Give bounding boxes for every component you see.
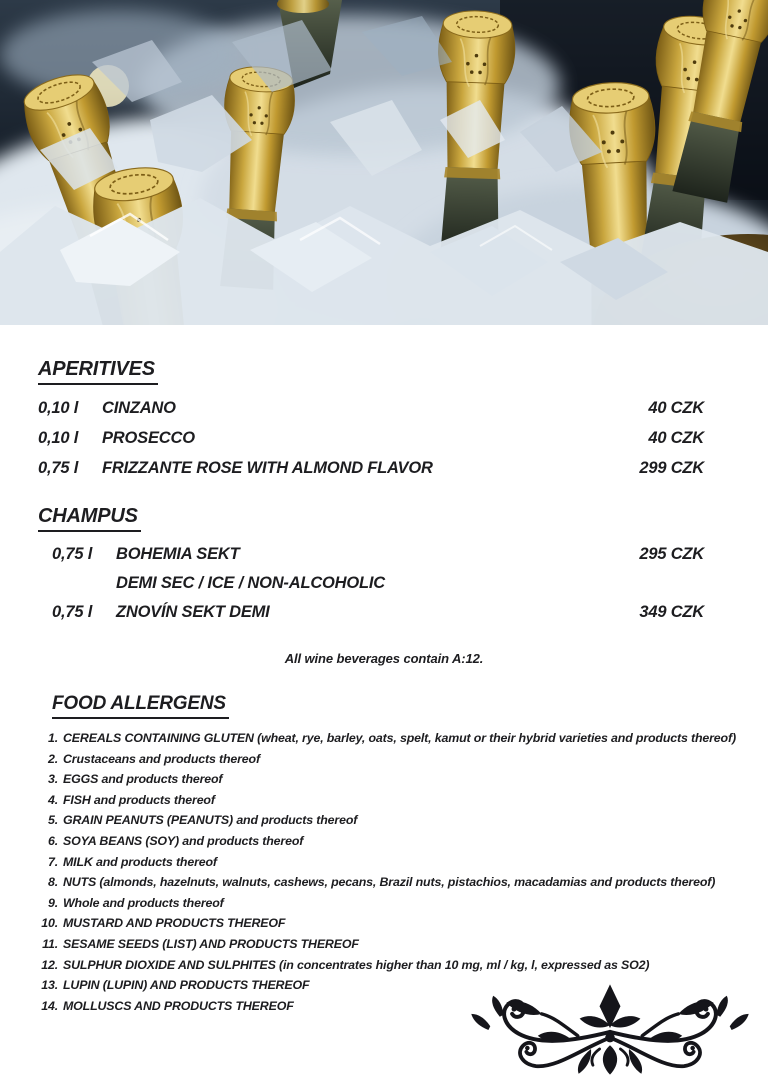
allergen-number: 4. xyxy=(47,792,58,807)
item-price: 40 CZK xyxy=(648,399,704,417)
allergen-item xyxy=(0,872,768,893)
allergen-number: 12. xyxy=(41,957,58,972)
allergen-item xyxy=(0,955,768,976)
allergen-item xyxy=(0,913,768,934)
allergen-number: 13. xyxy=(41,978,58,993)
allergen-text: MUSTARD AND PRODUCTS THEREOF xyxy=(63,916,286,931)
allergen-text: Crustaceans and products thereof xyxy=(63,751,260,766)
allergen-number: 5. xyxy=(47,813,58,828)
allergen-item xyxy=(0,810,768,831)
allergen-item xyxy=(0,749,768,770)
section-title-aperitives: APERITIVES xyxy=(38,358,158,385)
item-price: 295 CZK xyxy=(639,545,704,563)
allergen-text: FISH and products thereof xyxy=(63,792,215,807)
item-volume: 0,10 l xyxy=(38,399,79,417)
allergen-text: SOYA BEANS (SOY) and products thereof xyxy=(63,833,304,848)
menu-item-row xyxy=(0,598,768,627)
allergen-number: 8. xyxy=(47,875,58,890)
allergen-text: GRAIN PEANUTS (PEANUTS) and products thereof xyxy=(63,813,358,828)
allergen-item xyxy=(0,831,768,852)
menu-item-row xyxy=(0,569,768,598)
section-title-champus: CHAMPUS xyxy=(38,505,141,532)
allergen-item xyxy=(0,728,768,749)
section-aperitives xyxy=(38,358,768,385)
allergen-number: 7. xyxy=(47,854,58,869)
champagne-on-ice-photo xyxy=(0,0,768,325)
menu-item-row xyxy=(0,540,768,569)
allergen-text: MOLLUSCS AND PRODUCTS THEREOF xyxy=(63,998,294,1013)
item-price: 40 CZK xyxy=(648,429,704,447)
allergen-text: SULPHUR DIOXIDE AND SULPHITES (in concentrates higher than 10 mg, ml / kg, l, expressed as SO2) xyxy=(63,957,650,972)
allergen-text: Whole and products thereof xyxy=(63,895,224,910)
allergen-number: 3. xyxy=(47,772,58,787)
item-volume: 0,75 l xyxy=(52,545,93,563)
allergen-text: LUPIN (LUPIN) AND PRODUCTS THEREOF xyxy=(63,978,310,993)
scroll-ornament xyxy=(458,982,762,1078)
allergen-number: 1. xyxy=(47,731,58,745)
allergen-text: EGGS and products thereof xyxy=(63,772,223,787)
item-name: DEMI SEC / ICE / NON-ALCOHOLIC xyxy=(116,574,386,592)
item-name: PROSECCO xyxy=(102,429,195,447)
allergen-number: 2. xyxy=(47,751,58,766)
aperitives-items xyxy=(0,393,768,483)
allergen-number: 11. xyxy=(42,936,58,951)
allergens-list xyxy=(0,728,768,1016)
allergen-item xyxy=(0,769,768,790)
section-title-allergens: FOOD ALLERGENS xyxy=(52,693,229,719)
section-allergens xyxy=(52,693,768,719)
menu-item-row xyxy=(0,453,768,483)
section-champus xyxy=(38,505,768,532)
allergen-item xyxy=(0,790,768,811)
wine-note: All wine beverages contain A:12. xyxy=(284,651,484,666)
allergen-text: SESAME SEEDS (LIST) AND PRODUCTS THEREOF xyxy=(63,936,359,951)
allergen-number: 6. xyxy=(47,833,58,848)
allergen-text: NUTS (almonds, hazelnuts, walnuts, cashews, pecans, Brazil nuts, pistachios, macadamias and products thereof) xyxy=(63,875,716,890)
allergen-item xyxy=(0,852,768,873)
champagne-photo-svg xyxy=(0,0,768,325)
item-price: 349 CZK xyxy=(639,603,704,621)
allergen-text: CEREALS CONTAINING GLUTEN (wheat, rye, barley, oats, spelt, kamut or their hybrid varieties and products thereof) xyxy=(63,731,736,745)
item-name: FRIZZANTE ROSE WITH ALMOND FLAVOR xyxy=(102,459,433,477)
item-name: ZNOVÍN SEKT DEMI xyxy=(116,603,270,621)
item-name: CINZANO xyxy=(102,399,176,417)
champus-items xyxy=(0,540,768,627)
allergen-item xyxy=(0,893,768,914)
item-name: BOHEMIA SEKT xyxy=(116,545,240,563)
item-volume: 0,75 l xyxy=(52,603,93,621)
menu-item-row xyxy=(0,423,768,453)
allergen-item xyxy=(0,934,768,955)
allergen-number: 10. xyxy=(41,916,58,931)
allergen-text: MILK and products thereof xyxy=(63,854,217,869)
item-volume: 0,10 l xyxy=(38,429,79,447)
item-price: 299 CZK xyxy=(639,459,704,477)
allergen-number: 14. xyxy=(41,998,58,1013)
menu-item-row xyxy=(0,393,768,423)
allergen-number: 9. xyxy=(47,895,58,910)
item-volume: 0,75 l xyxy=(38,459,79,477)
